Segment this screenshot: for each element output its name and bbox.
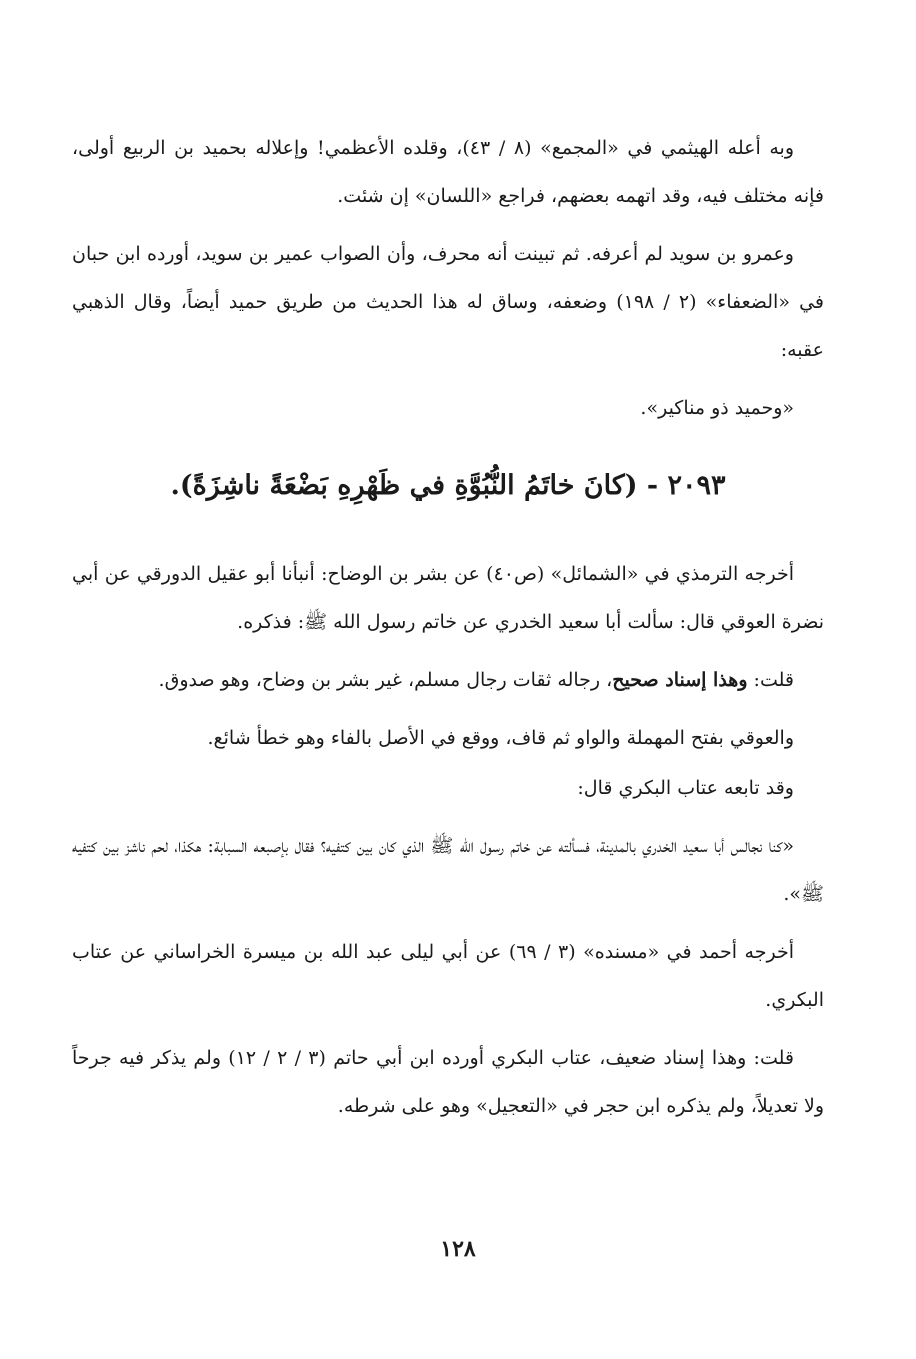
isnad-rest: ، رجاله ثقات رجال مسلم، غير بشر بن وضاح، وهو صدوق. <box>158 669 613 691</box>
page-content <box>72 124 824 1140</box>
paragraph-haythami: وبه أعله الهيثمي في «المجمع» (٨ / ٤٣)، وقلده الأعظمي! وإعلاله بحميد بن الربيع أولى، فإنه مختلف فيه، وقد اتهمه بعضهم، فراجع «اللسان» إن شئت. <box>72 137 824 207</box>
paragraph-amr-bin-suwayd: وعمرو بن سويد لم أعرفه. ثم تبينت أنه محرف، وأن الصواب عمير بن سويد، أورده ابن حبان في «الضعفاء» (٢ / ١٩٨) وضعفه، وساق له هذا الحديث من طريق حميد أيضاً، وقال الذهبي عقبه: <box>72 243 824 361</box>
hadith-heading: ٢٠٩٣ - (كانَ خاتَمُ النُّبُوَّةِ في ظَهْرِهِ بَضْعَةً ناشِزَةً). <box>170 470 726 501</box>
paragraph-hadith-text: «كنا نجالس أبا سعيد الخدري بالمدينة، فسألته عن خاتم رسول الله ﷺ الذي كان بين كتفيه؟ فقال بإصبعه السبابة: هكذا، لحم ناشز بين كتفيه ﷺ». <box>72 835 824 905</box>
paragraph-tirmidhi: أخرجه الترمذي في «الشمائل» (ص٤٠) عن بشر بن الوضاح: أنبأنا أبو عقيل الدورقي عن أبي نضرة العوقي قال: سألت أبا سعيد الخدري عن خاتم رسول الله ﷺ: فذكره. <box>72 563 824 633</box>
isnad-sahih-bold: وهذا إسناد صحيح <box>612 669 748 691</box>
paragraph-awqi: والعوقي بفتح المهملة والواو ثم قاف، ووقع في الأصل بالفاء وهو خطأ شائع. <box>207 727 794 749</box>
page-number: ١٢٨ <box>440 1236 476 1262</box>
isnad-prefix: قلت: <box>747 669 794 691</box>
paragraph-isnad-sahih <box>72 656 824 704</box>
paragraph-tabaahu: وقد تابعه عتاب البكري قال: <box>577 777 794 799</box>
paragraph-ahmad: أخرجه أحمد في «مسنده» (٣ / ٦٩) عن أبي ليلى عبد الله بن ميسرة الخراساني عن عتاب البكري. <box>72 941 824 1011</box>
paragraph-dhahabi-quote: «وحميد ذو مناكير». <box>640 397 794 419</box>
paragraph-isnad-daif: قلت: وهذا إسناد ضعيف، عتاب البكري أورده ابن أبي حاتم (٣ / ٢ / ١٢) ولم يذكر فيه جرحاً ولا تعديلاً، ولم يذكره ابن حجر في «التعجيل» وهو على شرطه. <box>72 1047 824 1117</box>
